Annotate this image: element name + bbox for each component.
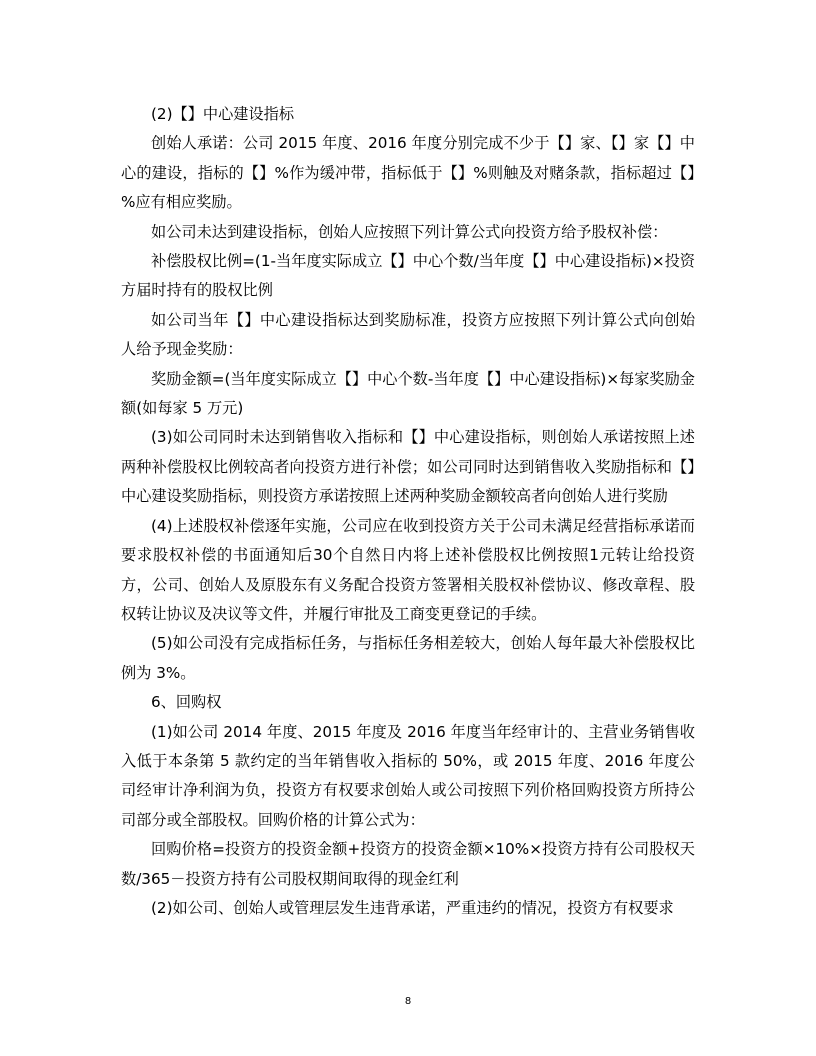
paragraph-reward-formula: 奖励金额=(当年度实际成立【】中心个数-当年度【】中心建设指标)×每家奖励金额(如每家 5 万元) bbox=[121, 369, 695, 418]
paragraph-clause-5: (5)如公司没有完成指标任务，与指标任务相差较大，创始人每年最大补偿股权比例为 3%。 bbox=[121, 634, 695, 682]
paragraph-clause-4: (4)上述股权补偿逐年实施，公司应在收到投资方关于公司未满足经营指标承诺而要求股权补偿的书面通知后30个自然日内将上述补偿股权比例按照1元转让给投资方，公司、创始人及原股东有义务配合投资方签署相关股权补偿协议、修改章程、股权转让协议及决议等文件，并履行审批及工商变更登记的手续。 bbox=[121, 516, 695, 623]
paragraph-founder-commitment: 创始人承诺：公司 2015 年度、2016 年度分别完成不少于【】家、【】家【】中心的建设，指标的【】%作为缓冲带，指标低于【】%则触及对赌条款，指标超过【】%应有相应奖励。 bbox=[121, 134, 695, 212]
document-body bbox=[121, 100, 695, 923]
paragraph-compensation-rule: 如公司未达到建设指标，创始人应按照下列计算公式向投资方给予股权补偿： bbox=[151, 222, 668, 241]
paragraph-compensation-formula: 补偿股权比例=(1-当年度实际成立【】中心个数/当年度【】中心建设指标)×投资方届时持有的股权比例 bbox=[121, 252, 695, 300]
paragraph-buyback-1: (1)如公司 2014 年度、2015 年度及 2016 年度当年经审计的、主营业务销售收入低于本条第 5 款约定的当年销售收入指标的 50%，或 2015 年度、2016 年度公司经审计净利润为负，投资方有权要求创始人或公司按照下列价格回购投资方所持公司部分或全部股权。回购价格的计算公式为： bbox=[121, 722, 695, 829]
page-number: 8 bbox=[404, 996, 412, 1007]
paragraph-center-indicator-heading: (2)【】中心建设指标 bbox=[151, 105, 295, 123]
paragraph-clause-3: (3)如公司同时未达到销售收入指标和【】中心建设指标，则创始人承诺按照上述两种补偿股权比例较高者向投资方进行补偿；如公司同时达到销售收入奖励指标和【】中心建设奖励指标，则投资方承诺按照上述两种奖励金额较高者向创始人进行奖励 bbox=[121, 428, 695, 506]
paragraph-reward-rule: 如公司当年【】中心建设指标达到奖励标准，投资方应按照下列计算公式向创始人给予现金奖励： bbox=[121, 310, 695, 359]
paragraph-buyback-2: (2)如公司、创始人或管理层发生违背承诺，严重违约的情况，投资方有权要求 bbox=[151, 898, 674, 917]
paragraph-buyback-formula: 回购价格=投资方的投资金额+投资方的投资金额×10%×投资方持有公司股权天数/365－投资方持有公司股权期间取得的现金红利 bbox=[121, 840, 695, 888]
section-heading-buyback: 6、回购权 bbox=[151, 693, 222, 712]
